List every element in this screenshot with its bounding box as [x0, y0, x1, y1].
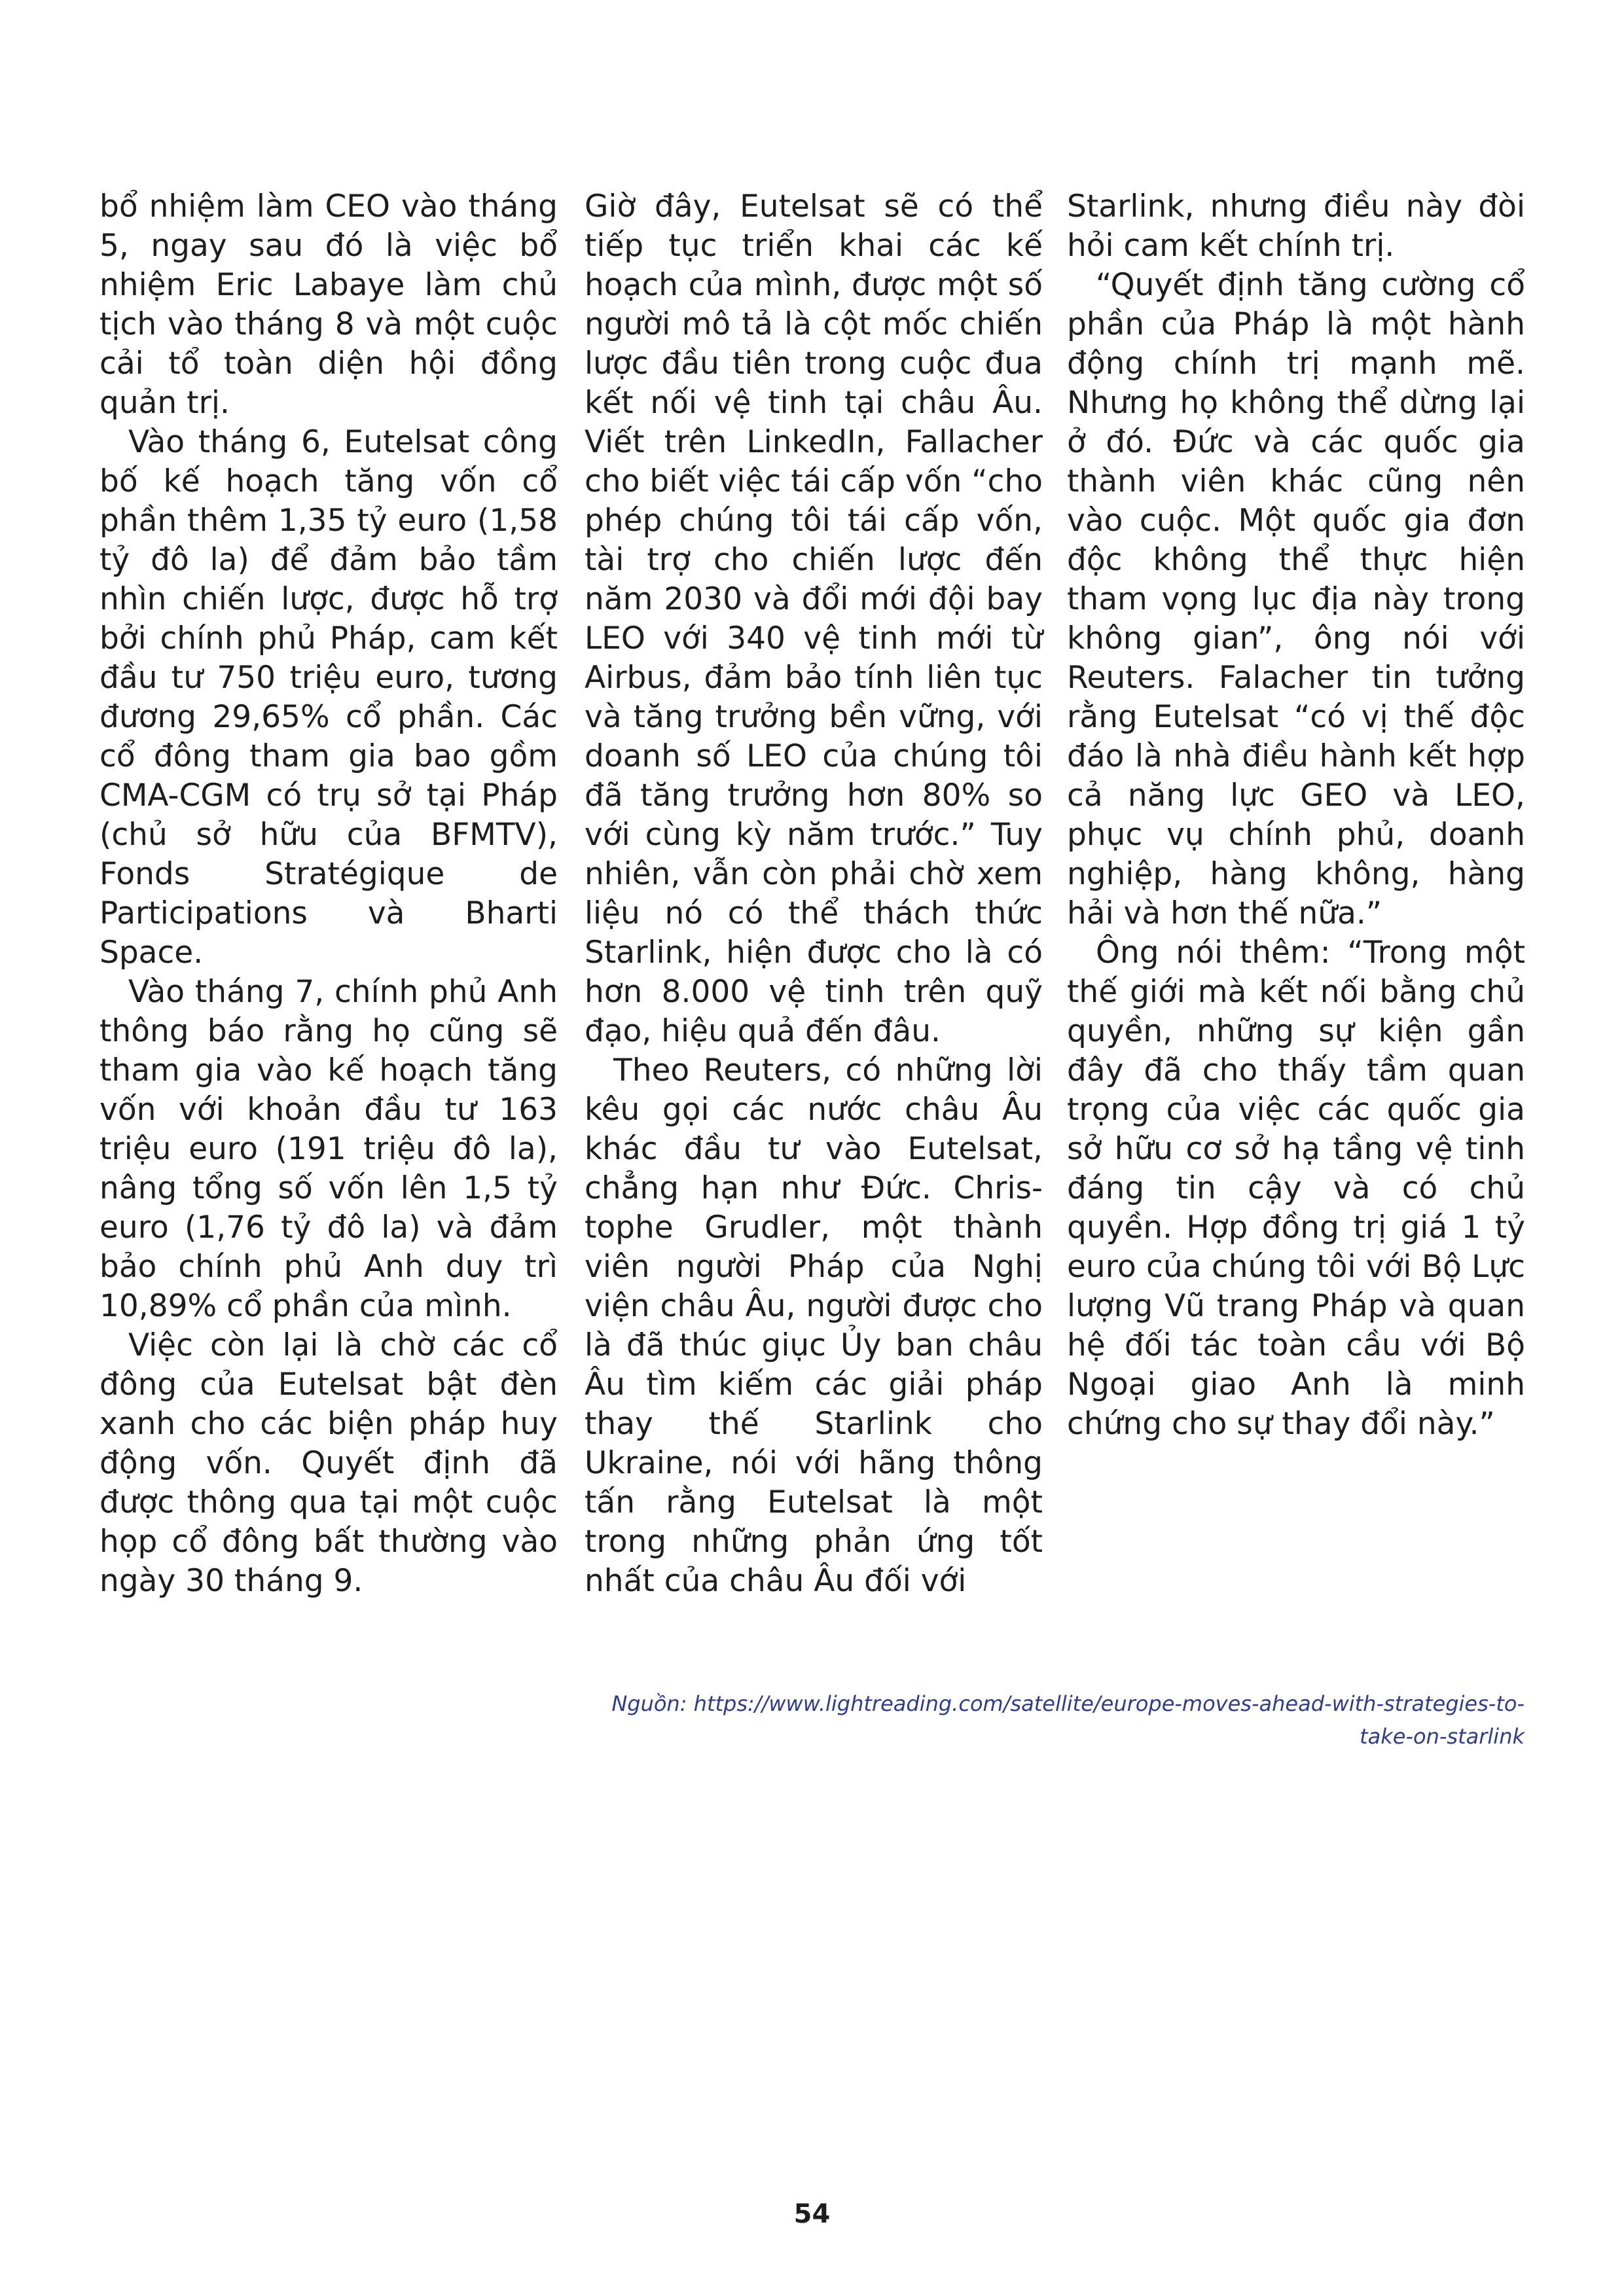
paragraph: Việc còn lại là chờ các cổ đông của Eutelsat bật đèn xanh cho các biện pháp huy động vốn. Quyết định đã được thông qua tại một cuộc họp cổ đông bất thường vào ngày 30 tháng 9. — [99, 1327, 558, 1599]
paragraph: Ông nói thêm: “Trong một thế giới mà kết nối bằng chủ quyền, những sự kiện gần đây đã cho thấy tầm quan trọng của việc các quốc gia sở hữu cơ sở hạ tầng vệ tinh đáng tin cậy và có chủ quyền. Hợp đồng trị giá 1 tỷ euro của chúng tôi với Bộ Lực lượng Vũ trang Pháp và quan hệ đối tác toàn cầu với Bộ Ngoại giao Anh là minh chứng cho sự thay đổi này.” — [1067, 935, 1525, 1442]
page-number: 54 — [793, 2199, 831, 2229]
article-column-3 — [1067, 187, 1525, 1444]
paragraph: Theo Reuters, có những lời kêu gọi các nước châu Âu khác đầu tư vào Eutelsat, chẳng hạn như Đức. Christophe Grudler, một thành viên người Pháp của Nghị viện châu Âu, người được cho là đã thúc giục Ủy ban châu Âu tìm kiếm các giải pháp thay thế Starlink cho Ukraine, nói với hãng thông tấn rằng Eutelsat là một trong những phản ứng tốt nhất của châu Âu đối với — [585, 1052, 1043, 1599]
paragraph: Vào tháng 6, Eutelsat công bố kế hoạch tăng vốn cổ phần thêm 1,35 tỷ euro (1,58 tỷ đô la) để đảm bảo tầm nhìn chiến lược, được hỗ trợ bởi chính phủ Pháp, cam kết đầu tư 750 triệu euro, tương đương 29,65% cổ phần. Các cổ đông tham gia bao gồm CMA-CGM có trụ sở tại Pháp (chủ sở hữu của BFMTV), Fonds Stratégique de Participations và Bharti Space. — [99, 424, 558, 971]
paragraph: bổ nhiệm làm CEO vào tháng 5, ngay sau đó là việc bổ nhiệm Eric Labaye làm chủ tịch vào tháng 8 và một cuộc cải tổ toàn diện hội đồng quản trị. — [99, 188, 558, 421]
paragraph: Starlink, nhưng điều này đòi hỏi cam kết chính trị. — [1067, 188, 1525, 264]
article-column-1 — [99, 187, 558, 1601]
paragraph: “Quyết định tăng cường cổ phần của Pháp là một hành động chính trị mạnh mẽ. Nhưng họ không thể dừng lại ở đó. Đức và các quốc gia thành viên khác cũng nên vào cuộc. Một quốc gia đơn độc không thể thực hiện tham vọng lục địa này trong không gian”, ông nói với Reuters. Falacher tin tưởng rằng Eutelsat “có vị thế độc đáo là nhà điều hành kết hợp cả năng lực GEO và LEO, phục vụ chính phủ, doanh nghiệp, hàng không, hàng hải và hơn thế nữa.” — [1067, 267, 1525, 931]
article-column-2 — [585, 187, 1043, 1601]
paragraph: Vào tháng 7, chính phủ Anh thông báo rằng họ cũng sẽ tham gia vào kế hoạch tăng vốn với khoản đầu tư 163 triệu euro (191 triệu đô la), nâng tổng số vốn lên 1,5 tỷ euro (1,76 tỷ đô la) và đảm bảo chính phủ Anh duy trì 10,89% cổ phần của mình. — [99, 974, 558, 1324]
paragraph: Giờ đây, Eutelsat sẽ có thể tiếp tục triển khai các kế hoạch của mình, được một số người mô tả là cột mốc chiến lược đầu tiên trong cuộc đua kết nối vệ tinh tại châu Âu. Viết trên LinkedIn, Fallacher cho biết việc tái cấp vốn “cho phép chúng tôi tái cấp vốn, tài trợ cho chiến lược đến năm 2030 và đổi mới đội bay LEO với 340 vệ tinh mới từ Airbus, đảm bảo tính liên tục và tăng trưởng bền vững, với doanh số LEO của chúng tôi đã tăng trưởng hơn 80% so với cùng kỳ năm trước.” Tuy nhiên, vẫn còn phải chờ xem liệu nó có thể thách thức Starlink, hiện được cho là có hơn 8.000 vệ tinh trên quỹ đạo, hiệu quả đến đâu. — [585, 188, 1043, 1049]
source-citation: Nguồn: https://www.lightreading.com/satellite/europe-moves-ahead-with-strategies-to-take-on-starlink — [611, 1691, 1525, 1749]
